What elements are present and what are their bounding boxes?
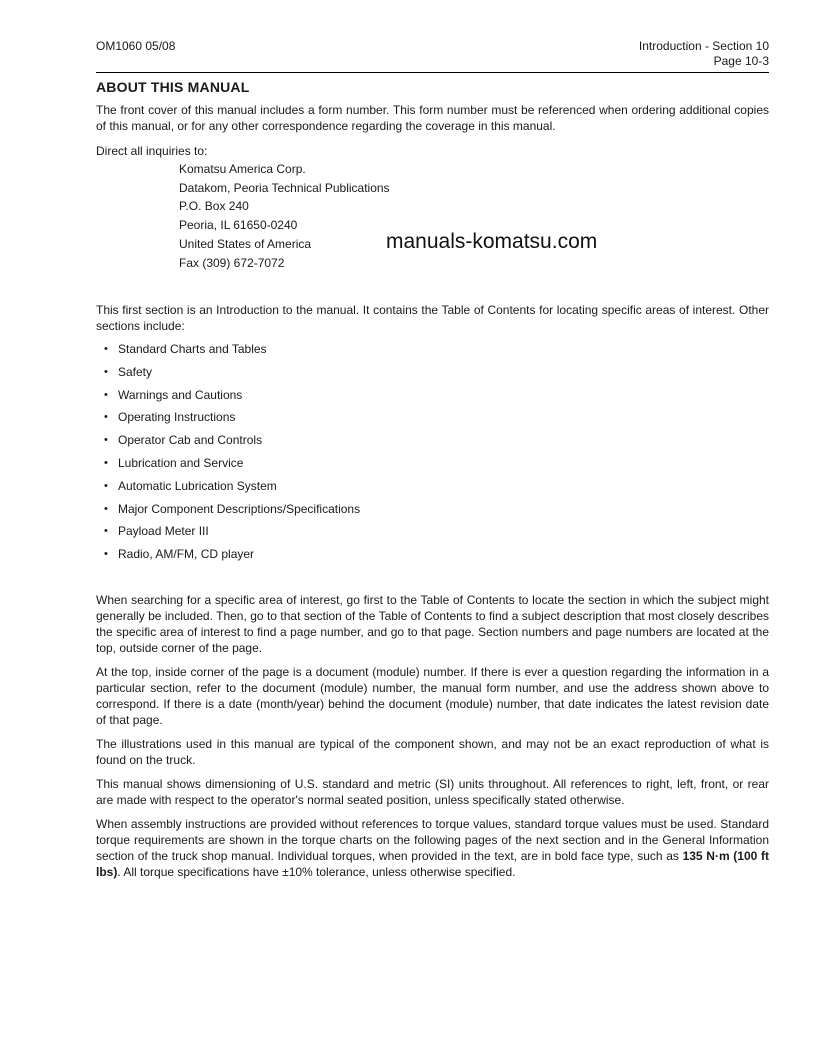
watermark-text: manuals-komatsu.com (386, 230, 598, 253)
list-item-label: Payload Meter III (118, 524, 209, 539)
list-item (96, 545, 360, 568)
list-item-label: Operating Instructions (118, 410, 236, 425)
bullet-icon: • (104, 388, 108, 401)
list-item-label: Major Component Descriptions/Specifications (118, 501, 361, 516)
list-item-label: Automatic Lubrication System (118, 478, 277, 493)
bullet-icon: • (104, 525, 108, 538)
list-item-label: Radio, AM/FM, CD player (118, 547, 255, 562)
torque-text-end: . All torque specifications have ±10% tolerance, unless otherwise specified. (117, 865, 516, 879)
searching-paragraph: When searching for a specific area of interest, go first to the Table of Contents to locate the section in which the subject might generally be included. Then, go to that section of the Table of Contents to find a subject description that most closely describes the specific area of interest to find a page number, and go to that page. Section numbers and page numbers are located at the top, outside corner of the page. (96, 593, 769, 655)
inquiries-label: Direct all inquiries to: (96, 144, 208, 158)
address-line: Datakom, Peoria Technical Publications (179, 180, 390, 195)
units-paragraph: This manual shows dimensioning of U.S. standard and metric (SI) units throughout. All references to right, left, front, or rear are made with respect to the operator's normal seated position, unless specifically stated otherwise. (96, 777, 769, 807)
list-item (96, 522, 360, 545)
torque-paragraph (96, 816, 769, 880)
bullet-icon: • (104, 502, 108, 515)
bullet-icon: • (104, 411, 108, 424)
list-item (96, 454, 360, 477)
list-item-label: Lubrication and Service (118, 455, 244, 470)
sections-list (96, 340, 360, 568)
list-item (96, 477, 360, 500)
bullet-icon: • (104, 548, 108, 561)
list-item (96, 340, 360, 363)
bullet-icon: • (104, 365, 108, 378)
list-item (96, 386, 360, 409)
document-number: OM1060 05/08 (96, 39, 176, 53)
torque-value: 135 N·m (100 ft lbs) (96, 849, 769, 879)
bullet-icon: • (104, 456, 108, 469)
page-number: Page 10-3 (713, 54, 769, 68)
address-line: Peoria, IL 61650-0240 (179, 218, 298, 233)
address-line: P.O. Box 240 (179, 199, 249, 214)
list-item (96, 431, 360, 454)
list-item-label: Standard Charts and Tables (118, 342, 267, 356)
bullet-icon: • (104, 434, 108, 447)
address-line: Fax (309) 672-7072 (179, 255, 285, 270)
section-label: Introduction - Section 10 (638, 39, 769, 53)
list-item (96, 408, 360, 431)
list-item (96, 363, 360, 386)
page-header-right (639, 39, 769, 69)
bullet-icon: • (104, 343, 108, 355)
illustrations-paragraph: The illustrations used in this manual are typical of the component shown, and may not be an exact reproduction of what is found on the truck. (96, 737, 769, 767)
mailing-address (179, 160, 390, 272)
intro-paragraph: The front cover of this manual includes a form number. This form number must be referenced when ordering additional copies of this manual, or for any other correspondence regarding the coverage in this manual. (96, 103, 769, 133)
document-number-paragraph: At the top, inside corner of the page is a document (module) number. If there is ever a question regarding the information in a particular section, refer to the document (module) number, the manual form number, and use the address shown above to correspond. If there is a date (month/year) behind the document (module) number, that date indicates the latest revision date of that page. (96, 665, 769, 727)
torque-text: When assembly instructions are provided without references to torque values, standard torque values must be used. Standard torque requirements are shown in the torque charts on the following pages of the next section and in the General Information section of the truck shop manual. Individual torques, when provided in the text, are in bold face type, such as (96, 817, 769, 863)
list-item-label: Operator Cab and Controls (118, 433, 263, 448)
list-item-label: Safety (118, 364, 153, 379)
list-item (96, 500, 360, 523)
sections-intro-paragraph: This first section is an Introduction to the manual. It contains the Table of Contents for locating specific areas of interest. Other sections include: (96, 303, 769, 333)
page-title: ABOUT THIS MANUAL (96, 79, 250, 95)
address-line: United States of America (179, 236, 312, 251)
address-line: Komatsu America Corp. (179, 162, 306, 176)
bullet-icon: • (104, 479, 108, 492)
list-item-label: Warnings and Cautions (118, 387, 243, 402)
header-divider (96, 72, 769, 73)
